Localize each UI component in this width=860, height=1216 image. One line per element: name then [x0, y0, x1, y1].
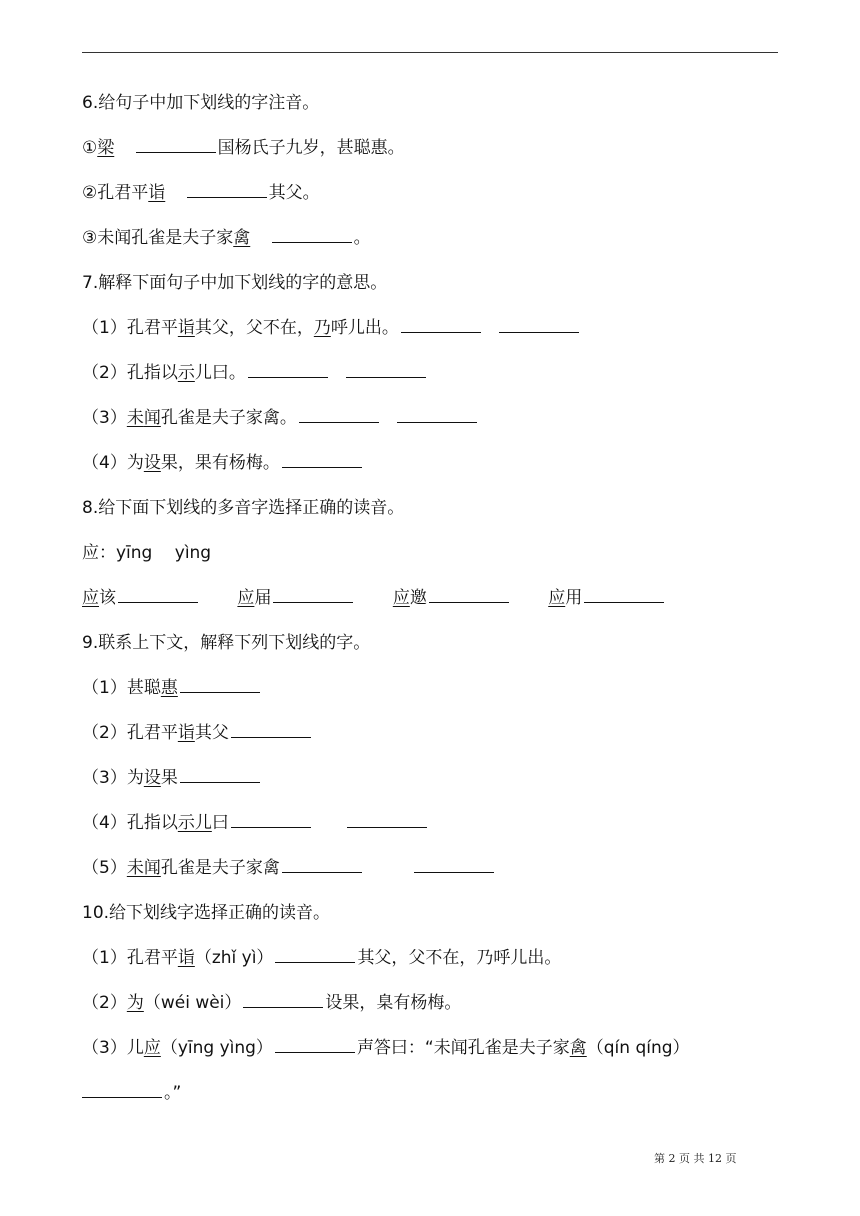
answer-blank[interactable] — [231, 719, 311, 738]
header-rule — [82, 52, 778, 53]
answer-blank[interactable] — [180, 674, 260, 693]
q10-item-2: （2）为（wéi wèi） 设果，臬有杨梅。 — [82, 986, 782, 1031]
q6-item-3: ③未闻孔雀是夫子家禽 。 — [82, 221, 782, 266]
q7-item-2: （2）孔指以示儿曰。 — [82, 356, 782, 401]
answer-blank[interactable] — [231, 809, 311, 828]
q7-item-3: （3）未闻孔雀是夫子家禽。 — [82, 401, 782, 446]
q10-title: 10.给下划线字选择正确的读音。 — [82, 903, 331, 923]
answer-blank[interactable] — [136, 134, 216, 153]
q6-title: 6.给句子中加下划线的字注音。 — [82, 93, 320, 113]
answer-blank[interactable] — [429, 584, 509, 603]
q6-item-2: ②孔君平诣 其父。 — [82, 176, 782, 221]
answer-blank[interactable] — [347, 809, 427, 828]
answer-blank[interactable] — [248, 359, 328, 378]
q7-item-1: （1）孔君平诣其父，父不在，乃呼儿出。 — [82, 311, 782, 356]
answer-blank[interactable] — [414, 854, 494, 873]
answer-blank[interactable] — [82, 1079, 162, 1098]
worksheet — [82, 86, 782, 1121]
answer-blank[interactable] — [273, 584, 353, 603]
answer-blank[interactable] — [401, 314, 481, 333]
q9-item-2: （2）孔君平诣其父 — [82, 716, 782, 761]
answer-blank[interactable] — [346, 359, 426, 378]
answer-blank[interactable] — [272, 224, 352, 243]
answer-blank[interactable] — [282, 449, 362, 468]
q9-item-4: （4）孔指以示儿曰 — [82, 806, 782, 851]
q9-title: 9.联系上下文，解释下列下划线的字。 — [82, 633, 371, 653]
answer-blank[interactable] — [243, 989, 323, 1008]
q10-item-3: （3）儿应（yīng yìng） 声答曰：“未闻孔雀是夫子家禽（qín qíng） — [82, 1031, 782, 1076]
q6-item-1: ①梁 国杨氏子九岁，甚聪惠。 — [82, 131, 782, 176]
answer-blank[interactable] — [118, 584, 198, 603]
q8-words: 应该 应届 应邀 应用 — [82, 581, 782, 626]
answer-blank[interactable] — [187, 179, 267, 198]
answer-blank[interactable] — [180, 764, 260, 783]
answer-blank[interactable] — [275, 1034, 355, 1053]
answer-blank[interactable] — [499, 314, 579, 333]
q8-options: 应：yīng yìng — [82, 543, 212, 563]
q7-item-4: （4）为设果，果有杨梅。 — [82, 446, 782, 491]
q10-item-1: （1）孔君平诣（zhǐ yì） 其父，父不在，乃呼儿出。 — [82, 941, 782, 986]
q10-item-3-cont: 。” — [82, 1076, 782, 1121]
q9-item-1: （1）甚聪惠 — [82, 671, 782, 716]
answer-blank[interactable] — [584, 584, 664, 603]
q9-item-3: （3）为设果 — [82, 761, 782, 806]
answer-blank[interactable] — [275, 944, 355, 963]
answer-blank[interactable] — [299, 404, 379, 423]
answer-blank[interactable] — [282, 854, 362, 873]
q9-item-5: （5）未闻孔雀是夫子家禽 — [82, 851, 782, 896]
q8-title: 8.给下面下划线的多音字选择正确的读音。 — [82, 498, 405, 518]
answer-blank[interactable] — [397, 404, 477, 423]
page-footer: 第 2 页 共 12 页 — [654, 1152, 737, 1165]
q7-title: 7.解释下面句子中加下划线的字的意思。 — [82, 273, 388, 293]
